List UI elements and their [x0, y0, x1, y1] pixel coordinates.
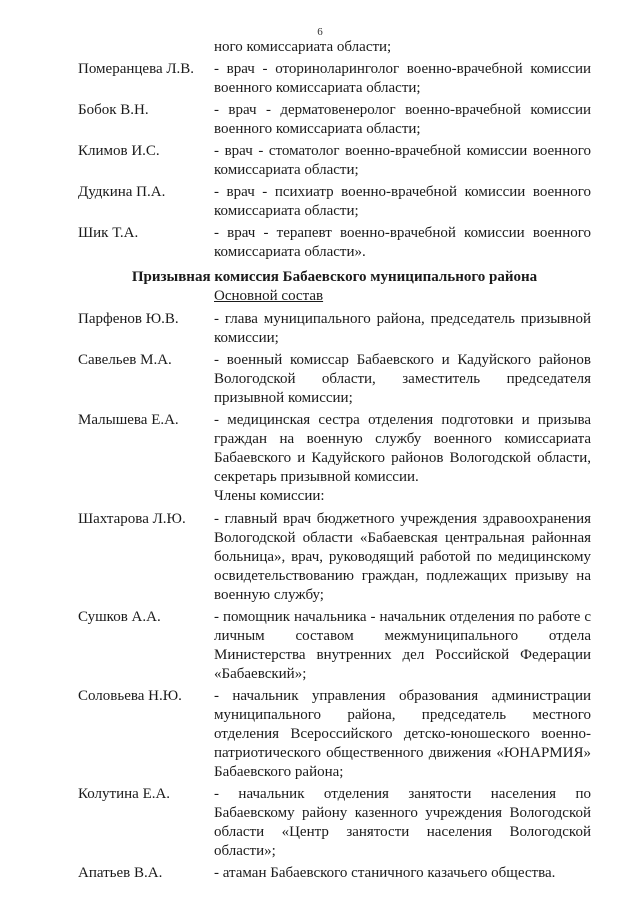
person-position: - врач - дерматовенеролог военно-врачебной комиссии военного комиссариата области;	[214, 102, 591, 137]
person-position: - начальник управления образования администрации муниципального района, председатель местного отделения Всероссийского детско-юношеского военно-патриотического общественного движения «ЮНАРМИЯ» Бабаевского района;	[214, 688, 591, 780]
list-item	[78, 183, 591, 221]
person-position: - врач - стоматолог военно-врачебной комиссии военного комиссариата области;	[214, 143, 591, 178]
person-position: - военный комиссар Бабаевского и Кадуйского районов Вологодской области, заместитель председателя призывной комиссии;	[214, 352, 591, 406]
person-position: - помощник начальника - начальник отделения по работе с личным составом межмуниципального отдела Министерства внутренних дел Российской Федерации «Бабаевский»;	[214, 609, 591, 682]
document-body	[78, 38, 591, 886]
person-name: Колутина Е.А.	[78, 786, 171, 802]
list-item	[78, 310, 591, 348]
person-position: - врач - психиатр военно-врачебной комиссии военного комиссариата области;	[214, 184, 591, 219]
intro-continuation: ного комиссариата области;	[214, 39, 392, 55]
list-item	[78, 510, 591, 605]
person-name: Шик Т.А.	[78, 225, 139, 241]
list-item	[78, 142, 591, 180]
person-name: Сушков А.А.	[78, 609, 161, 625]
page-number: 6	[317, 26, 323, 38]
list-item	[78, 351, 591, 408]
person-name: Бобок В.Н.	[78, 102, 149, 118]
person-position: - врач - терапевт военно-врачебной комиссии военного комиссариата области».	[214, 225, 591, 260]
person-position: - врач - оториноларинголог военно-врачебной комиссии военного комиссариата области;	[214, 61, 591, 96]
list-item	[78, 60, 591, 98]
section-title: Призывная комиссия Бабаевского муниципального района	[131, 269, 538, 285]
person-name: Климов И.С.	[78, 143, 160, 159]
list-item	[78, 411, 591, 487]
person-name: Дудкина П.А.	[78, 184, 166, 200]
person-name: Малышева Е.А.	[78, 412, 179, 428]
list-item	[78, 101, 591, 139]
members-label: Члены комиссии:	[214, 488, 325, 504]
person-name: Парфенов Ю.В.	[78, 311, 179, 327]
person-position: - начальник отделения занятости населения по Бабаевскому району казенного учреждения Вологодской области «Центр занятости населения Вологодской области»;	[214, 786, 591, 859]
person-name: Савельев М.А.	[78, 352, 172, 368]
list-item	[78, 687, 591, 782]
list-item	[78, 785, 591, 861]
person-name: Померанцева Л.В.	[78, 61, 195, 77]
person-position: - атаман Бабаевского станичного казачьего общества.	[214, 865, 556, 881]
person-name: Апатьев В.А.	[78, 865, 163, 881]
person-name: Шахтарова Л.Ю.	[78, 511, 186, 527]
list-item	[78, 608, 591, 684]
person-name: Соловьева Н.Ю.	[78, 688, 182, 704]
person-position: - главный врач бюджетного учреждения здравоохранения Вологодской области «Бабаевская центральная районная больница», врач, руководящий работой по медицинскому освидетельствованию граждан, подлежащих призыву на военную службу;	[214, 511, 591, 603]
list-item	[78, 864, 591, 883]
list-item	[78, 224, 591, 262]
person-position: - глава муниципального района, председатель призывной комиссии;	[214, 311, 591, 346]
main-staff-label: Основной состав	[214, 288, 324, 304]
person-position: - медицинская сестра отделения подготовки и призыва граждан на военную службу военного комиссариата Бабаевского и Кадуйского районов Вологодской области, секретарь призывной комиссии.	[214, 412, 591, 485]
